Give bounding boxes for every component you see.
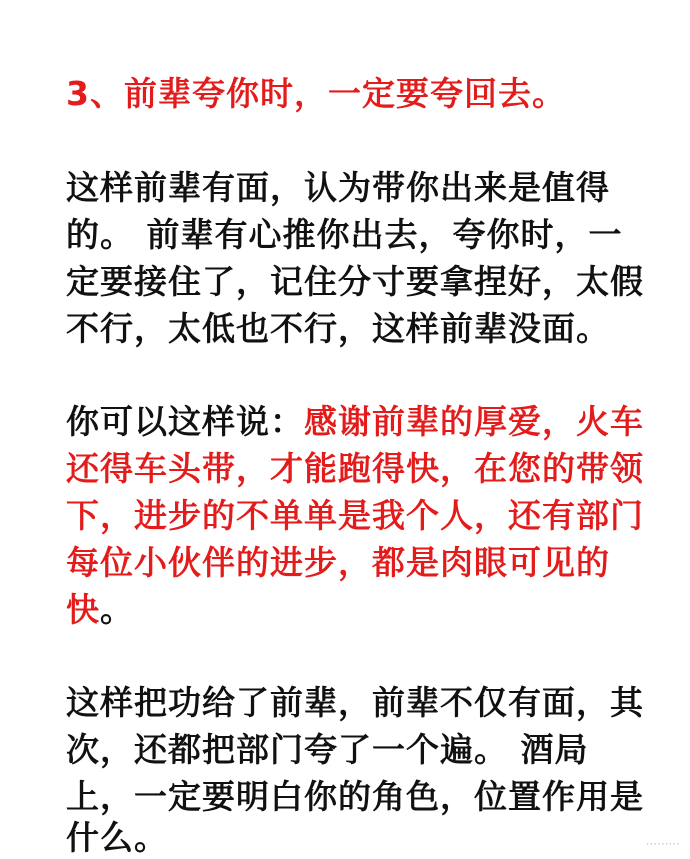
quote-text-start: 感谢前辈的厚爱，火车 (304, 402, 644, 441)
quote-period: 。 (100, 590, 134, 629)
paragraph-2-line-5 (66, 590, 134, 630)
paragraph-1-line-4: 不行，太低也不行，这样前辈没面。 (66, 309, 610, 348)
paragraph-3-line-1: 这样把功给了前辈，前辈不仅有面，其 (66, 683, 644, 722)
paragraph-3-line-2: 次，还都把部门夸了一个遍。 酒局 (66, 730, 589, 769)
paragraph-2-line-2: 还得车头带，才能跑得快，在您的带领 (66, 449, 644, 488)
paragraph-2-line-3: 下，进步的不单单是我个人，还有部门 (66, 496, 644, 535)
paragraph-1-line-2: 的。 前辈有心推你出去，夸你时，一 (66, 215, 623, 254)
quote-text-end: 快 (66, 590, 100, 629)
paragraph-2-line-1 (66, 402, 644, 442)
quote-intro: 你可以这样说： (66, 402, 304, 441)
paragraph-1-line-1: 这样前辈有面，认为带你出来是值得 (66, 168, 610, 207)
paragraph-2-line-4: 每位小伙伴的进步，都是肉眼可见的 (66, 543, 610, 582)
paragraph-3-line-3: 上，一定要明白你的角色，位置作用是 (66, 777, 644, 816)
section-heading: 3、前辈夸你时，一定要夸回去。 (66, 74, 566, 113)
watermark: ········· (645, 837, 680, 851)
paragraph-3-line-4: 什么。 (66, 818, 168, 857)
paragraph-1-line-3: 定要接住了，记住分寸要拿捏好，太假 (66, 262, 644, 301)
